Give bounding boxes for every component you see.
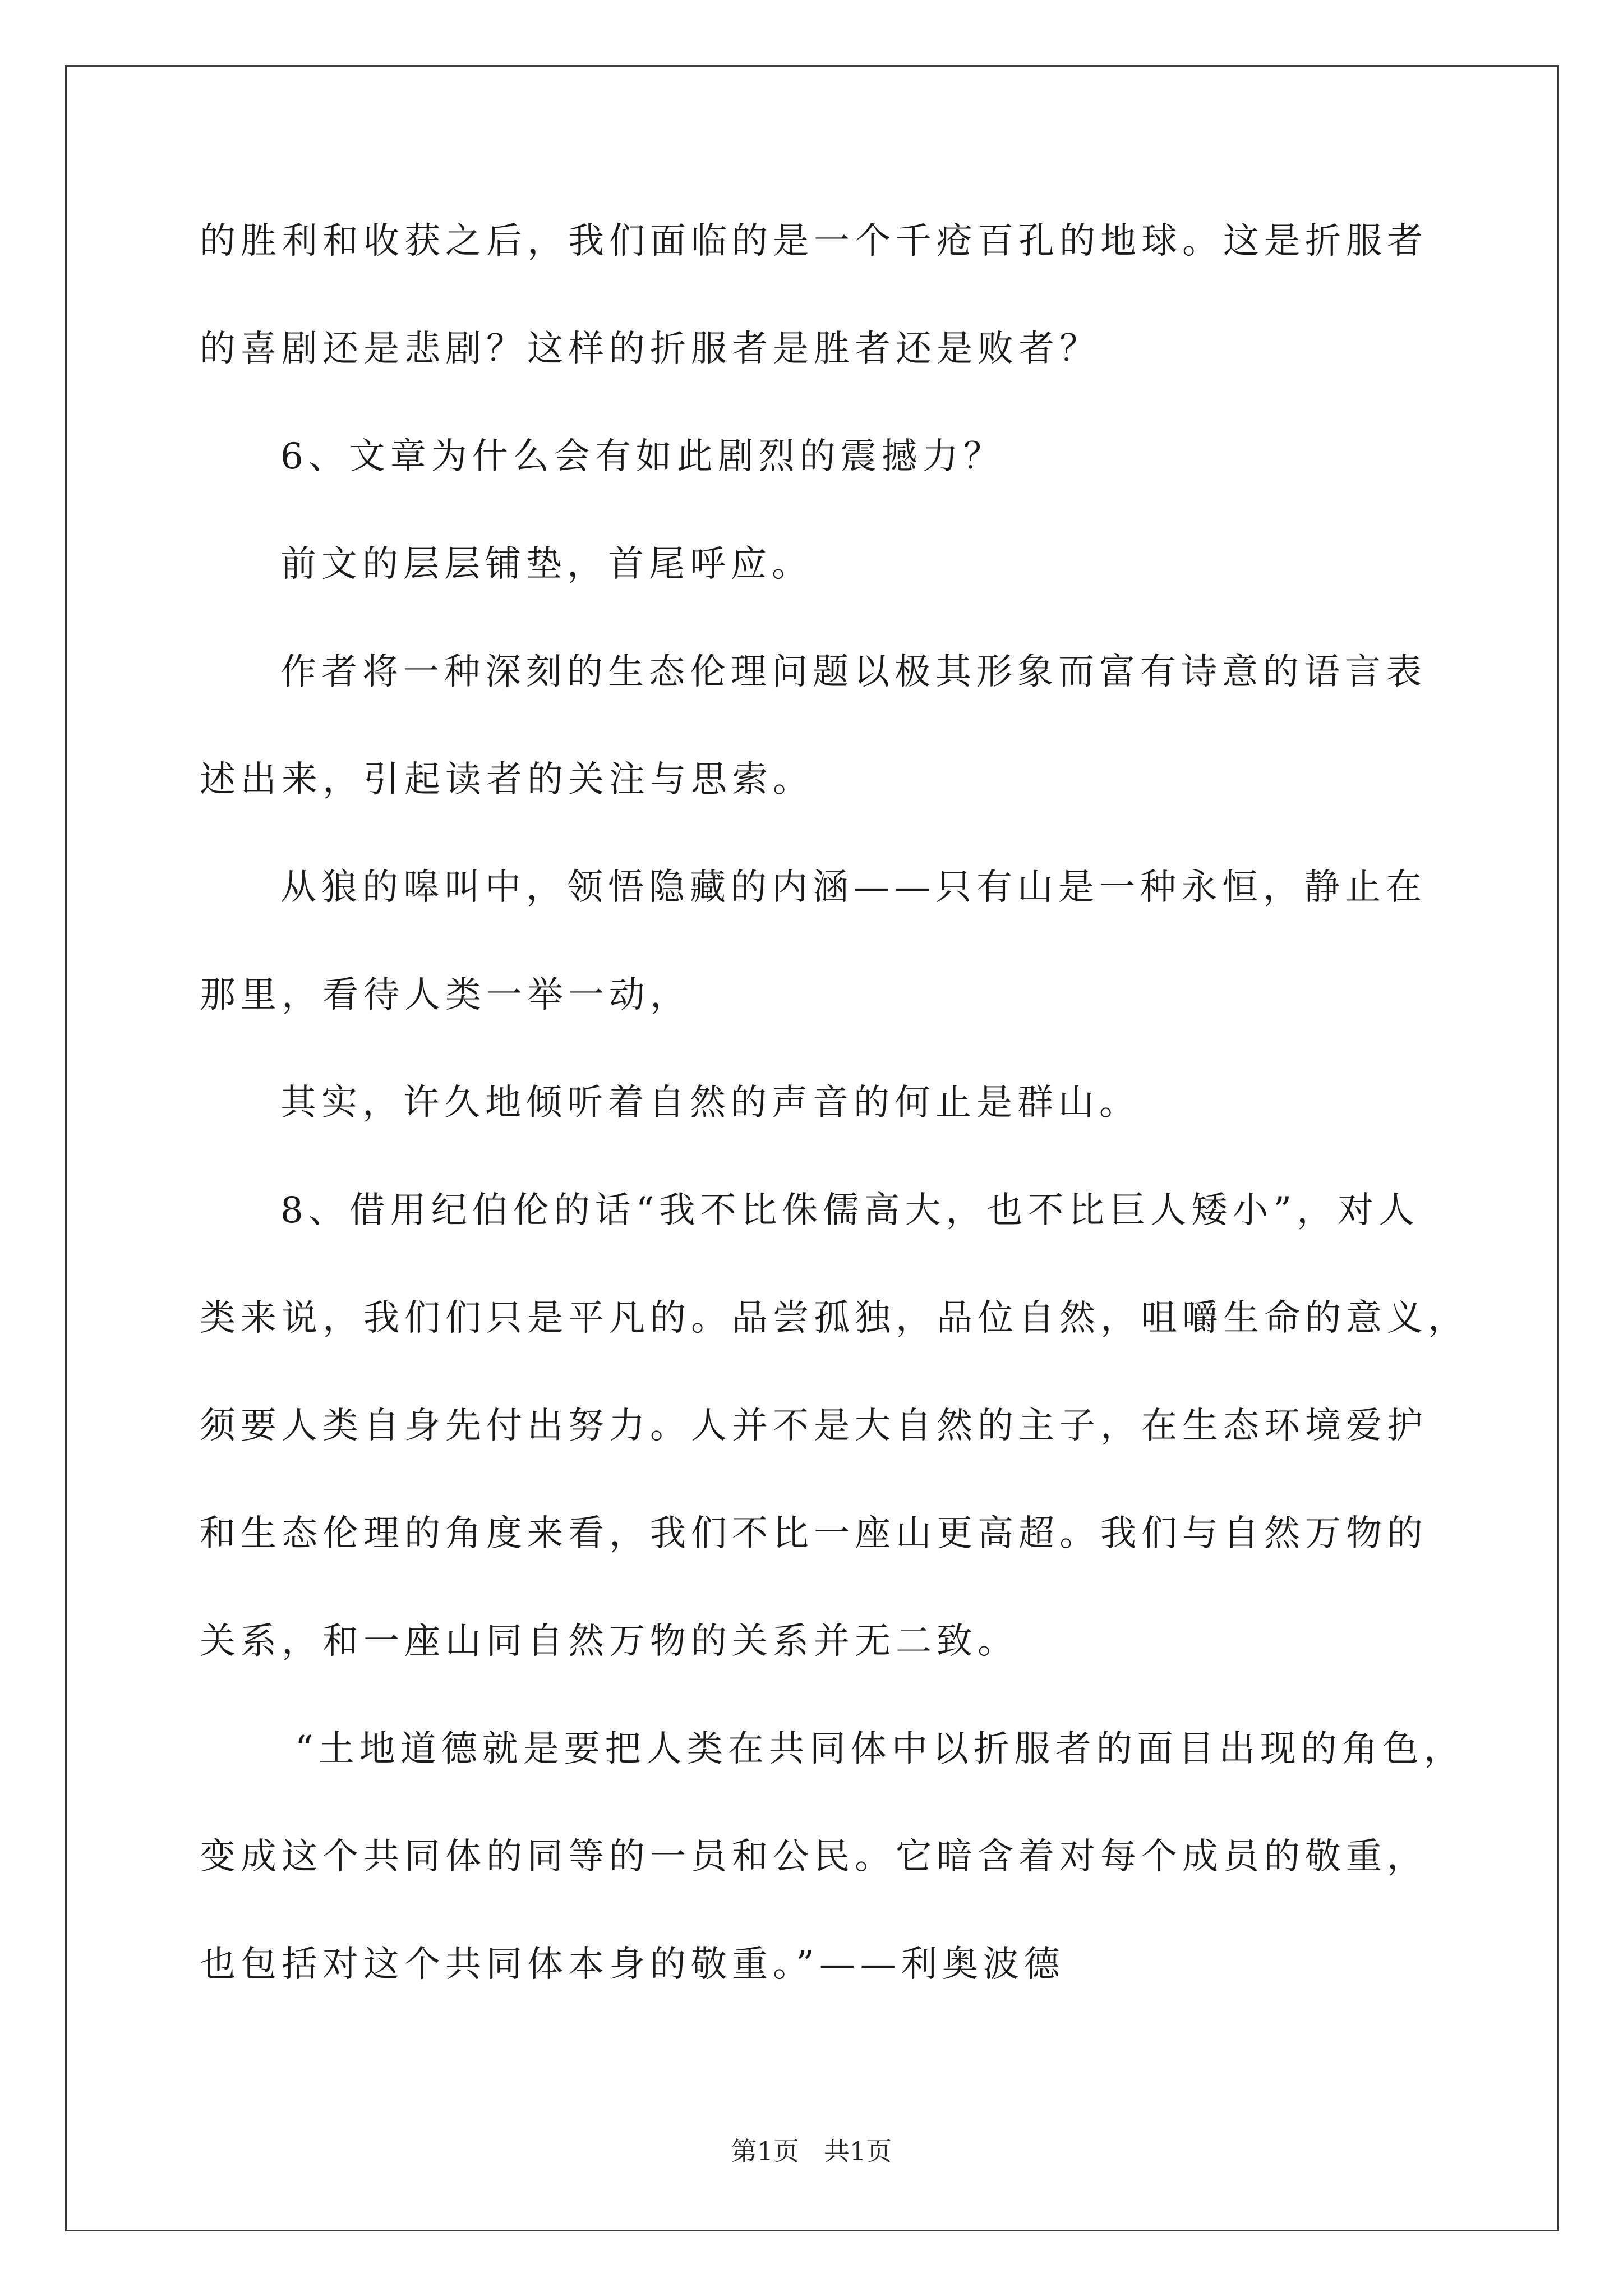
page-number: 第1页 [731,2136,800,2166]
text-line: 关系，和一座山同自然万物的关系并无二致。 [200,1621,1018,1662]
text-line: 述出来，引起读者的关注与思索。 [200,759,814,800]
text-line: 前文的层层铺垫，首尾呼应。 [280,544,813,585]
text-line: 那里，看待人类一举一动， [200,974,691,1016]
text-line: 其实，许久地倾听着自然的声音的何止是群山。 [280,1082,1140,1124]
text-line: 须要人类自身先付出努力。人并不是大自然的主子，在生态环境爱护 [200,1405,1428,1447]
text-line: 6、文章为什么会有如此剧烈的震撼力？ [280,436,1004,477]
text-line: 也包括对这个共同体本身的敬重。”——利奥波德 [200,1944,1065,1985]
text-line: 的胜利和收获之后，我们面临的是一个千疮百孔的地球。这是折服者 [200,220,1428,262]
text-line: 类来说，我们们只是平凡的。品尝孤独，品位自然，咀嚼生命的意义， [200,1297,1469,1339]
page-footer [0,2134,1623,2168]
text-line: “土地道德就是要把人类在共同体中以折服者的面目出现的角色， [295,1728,1465,1770]
text-line: 的喜剧还是悲剧？这样的折服者是胜者还是败者？ [200,328,1100,370]
text-line: 和生态伦理的角度来看，我们不比一座山更高超。我们与自然万物的 [200,1513,1428,1554]
text-line: 从狼的嗥叫中，领悟隐藏的内涵——只有山是一种永恒，静止在 [280,867,1427,908]
text-line: 作者将一种深刻的生态伦理问题以极其形象而富有诗意的语言表 [280,651,1427,693]
page-border [65,65,1559,2231]
text-line: 8、借用纪伯伦的话“我不比侏儒高大，也不比巨人矮小”，对人 [280,1190,1420,1231]
page-total: 共1页 [823,2136,892,2166]
text-line: 变成这个共同体的同等的一员和公民。它暗含着对每个成员的敬重， [200,1836,1428,1878]
